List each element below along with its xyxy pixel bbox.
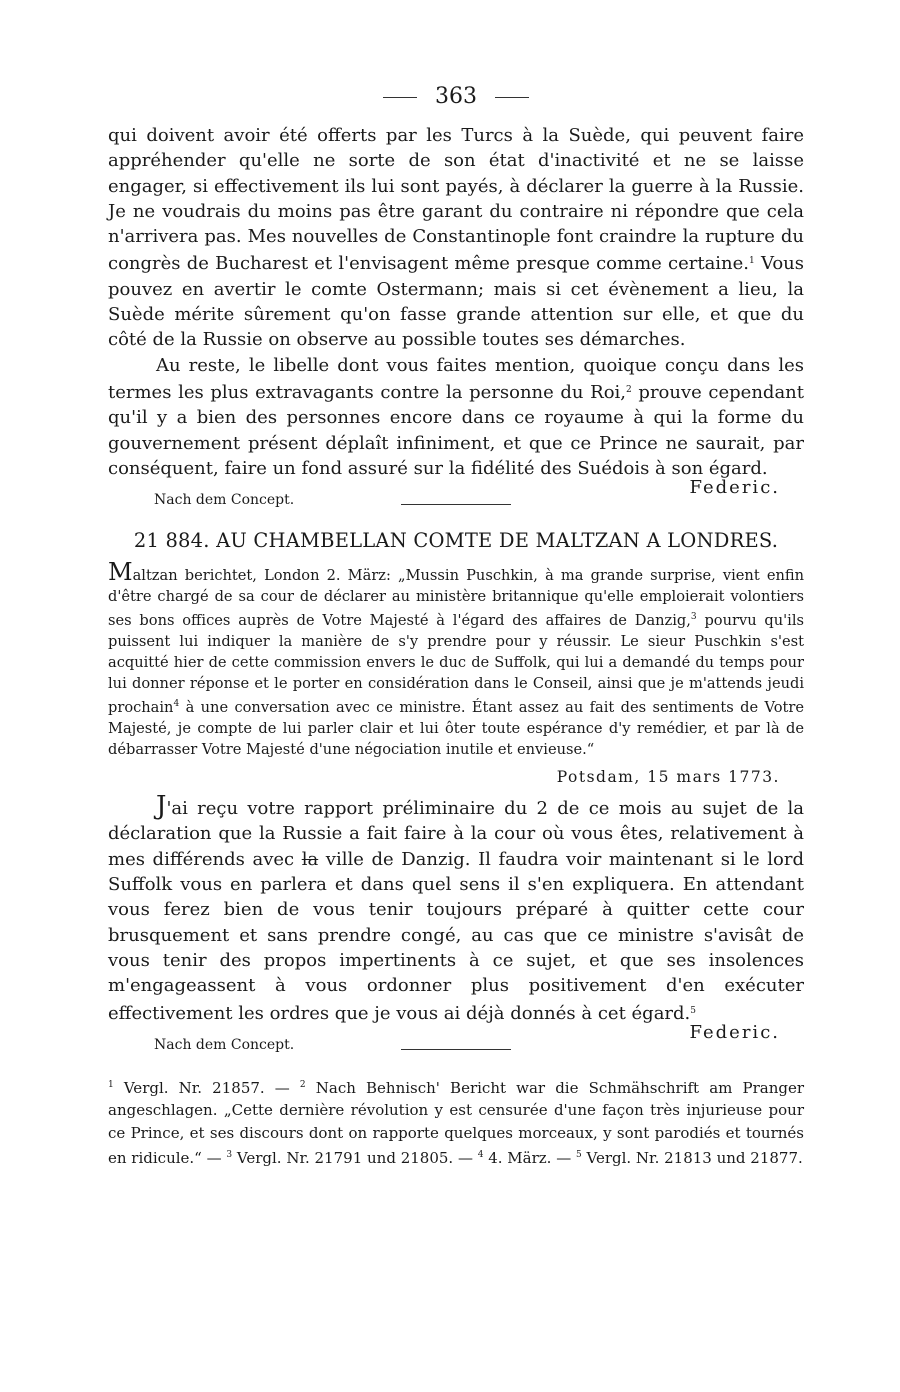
footnote-mark: 4 [477, 1150, 484, 1161]
signature: Federic. [689, 1021, 780, 1043]
footnote-text: Nach Behnisch' Bericht war die Schmähschrift am Pranger angeschlagen. „Cette dernière révolution y est censurée d'une façon très injurieuse pour ce Prince, et ses discours dont on rapporte quelques morceaux, y sont parodiés et tournés en ridicule.“ — [108, 1078, 804, 1168]
footnotes [108, 1074, 804, 1170]
document-page [108, 84, 804, 1170]
footnote-ref: 2 [626, 384, 632, 395]
letter-heading: 21 884. AU CHAMBELLAN COMTE DE MALTZAN A LONDRES. [133, 529, 779, 553]
footnote-ref: 5 [690, 1005, 697, 1016]
header-rule-left [383, 97, 417, 98]
footnote-ref: 1 [749, 256, 755, 267]
separator-rule [401, 504, 511, 505]
footnote-text: 4. März. — [483, 1149, 576, 1168]
source-note: Nach dem Concept. [154, 1036, 295, 1053]
footnote-mark: 2 [299, 1079, 306, 1090]
struck-word: la [301, 848, 319, 870]
footnote-text: Vergl. Nr. 21813 und 21877. [581, 1149, 803, 1168]
page-header [108, 84, 804, 109]
letter-body: J'ai reçu votre rapport préliminaire du 2 de ce mois au sujet de la déclaration que la Russie a fait faire à la cour où vous êtes, relativement à mes différends avec la ville de Danzig. Il faudra voir maintenant si le lord Suffolk vous en parlera et dans quel sens il s'en expliquera. En attendant vous ferez bien de vous tenir toujours préparé à quitter cette cour brusquement et sans prendre congé, au cas que ce ministre s'avisât de vous tenir des propos impertinents à ce sujet, et que ses insolences m'engageassent à vous ordonner plus positivement d'en exécuter effectivement les ordres que je vous ai déjà donnés à cet égard.$^5$ [108, 791, 804, 1024]
footnote-mark: 1 [108, 1079, 114, 1090]
paragraph-libelle: Au reste, le libelle dont vous faites mention, quoique conçu dans les termes les plus extravagants contre la personne du Roi,$^2$ prouve cependant qu'il y a bien des personnes encore dans ce royaume à qui la forme du gouvernement présent déplaît infiniment, et que ce Prince ne saurait, par conséquent, faire un fond assuré sur la fidélité des Suédois à son égard. [108, 354, 805, 479]
dateline: Potsdam, 15 mars 1773. [556, 768, 780, 787]
signature: Federic. [689, 477, 780, 499]
report-summary: Maltzan berichtet, London 2. März: „Mussin Puschkin, à ma grande surprise, vient enfin d'être chargé de sa cour de déclarer au ministère britannique qu'elle emploierait volontiers ses bons offices auprès de Votre Majesté à l'égard des affaires de Danzig,$^3$ pourvu qu'ils puissent lui indiquer la manière de s'y prendre pour y réussir. Le sieur Puschkin s'est acquitté hier de cette commission envers le duc de Suffolk, qui lui a demandé du temps pour lui donner réponse et le porter en considération dans le Conseil, ainsi que je m'attends jeudi prochain$^4$ à une conversation avec ce ministre. Étant assez au fait des sentiments de Votre Majesté, je compte de lui parler clair et lui ôter toute espérance d'y remédier, et par là de débarrasser Votre Majesté d'une négociation inutile et envieuse.“ [108, 558, 804, 759]
footnote-ref: 4 [173, 699, 180, 710]
separator-rule [401, 1049, 511, 1050]
footnote-mark: 5 [575, 1150, 582, 1161]
page-number: 363 [435, 84, 477, 109]
letter-dropcap: J [156, 791, 167, 822]
header-rule-right [495, 97, 529, 98]
footnote-text: Vergl. Nr. 21857. — [113, 1078, 300, 1097]
source-note: Nach dem Concept. [154, 492, 295, 509]
report-dropcap: M [108, 558, 133, 587]
footnote-ref: 3 [690, 612, 697, 623]
footnote-text: Vergl. Nr. 21791 und 21805. — [232, 1149, 478, 1168]
footnote-mark: 3 [226, 1150, 233, 1161]
paragraph-continuation: qui doivent avoir été offerts par les Turcs à la Suède, qui peuvent faire appréhender qu'elle ne sorte de son état d'inactivité et ne se laisse engager, si effectivement ils lui sont payés, à déclarer la guerre à la Russie. Je ne voudrais du moins pas être garant du contraire ni répondre que cela n'arrivera pas. Mes nouvelles de Constantinople font craindre la rupture du congrès de Bucharest et l'envisagent même presque comme certaine.$^1$ Vous pouvez en avertir le comte Ostermann; mais si cet évènement a lieu, la Suède mérite sûrement qu'on fasse grande attention sur elle, et que du côté de la Russie on observe au possible toutes ses démarches. [108, 125, 804, 351]
